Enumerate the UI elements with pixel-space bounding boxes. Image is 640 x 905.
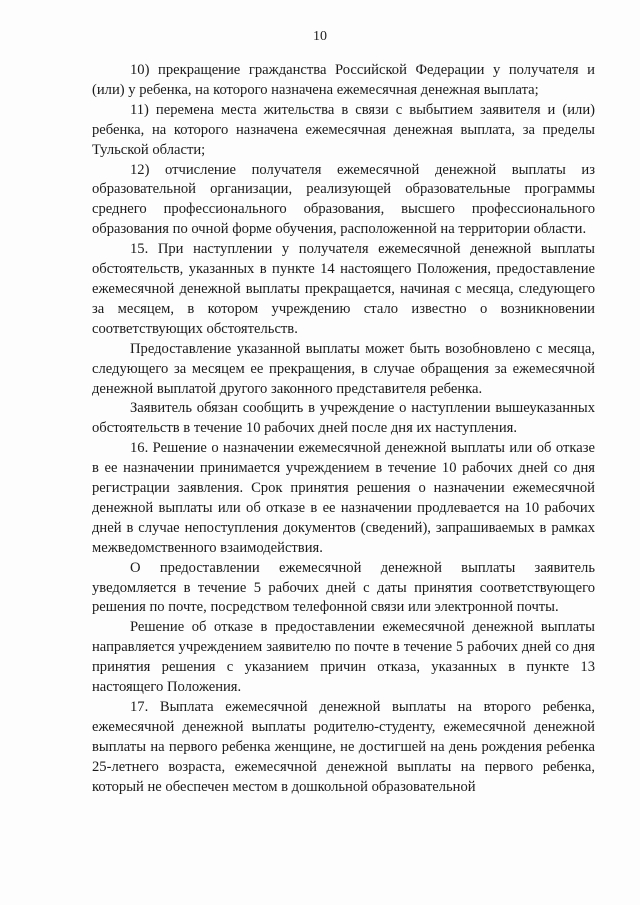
paragraph-section-15: 15. При наступлении у получателя ежемесячной денежной выплаты обстоятельств, указанных в пункте 14 настоящего Положения, предоставление ежемесячной денежной выплаты прекращается, начиная с месяца, следующего за месяцем, в котором учреждению стало известно о возникновении соответствующих обстоятельств.: [92, 241, 595, 337]
paragraph-applicant-duty: Заявитель обязан сообщить в учреждение о наступлении вышеуказанных обстоятельств в течение 10 рабочих дней после дня их наступления.: [92, 400, 595, 437]
paragraph-section-17: 17. Выплата ежемесячной денежной выплаты на второго ребенка, ежемесячной денежной выплаты родителю-студенту, ежемесячной денежной выплаты на первого ребенка женщине, не достигшей на день рождения ребенка 25-летнего возраста, ежемесячной денежной выплаты на первого ребенка, который не обеспечен местом в дошкольной образовательной: [92, 699, 595, 795]
paragraph-item-11: 11) перемена места жительства в связи с выбытием заявителя и (или) ребенка, на которого назначена ежемесячная денежная выплата, за пределы Тульской области;: [92, 101, 595, 158]
paragraph-notification: О предоставлении ежемесячной денежной выплаты заявитель уведомляется в течение 5 рабочих дней с даты принятия соответствующего решения по почте, посредством телефонной связи или электронной почты.: [92, 559, 595, 616]
paragraph-item-12: 12) отчисление получателя ежемесячной денежной выплаты из образовательной организации, реализующей образовательные программы среднего профессионального образования, высшего профессионального образования по очной форме обучения, расположенной на территории области.: [92, 161, 595, 238]
paragraph-resumption: Предоставление указанной выплаты может быть возобновлено с месяца, следующего за месяцем ее прекращения, в случае обращения за ежемесячной денежной выплатой другого законного представителя ребенка.: [92, 340, 595, 397]
paragraph-section-16: 16. Решение о назначении ежемесячной денежной выплаты или об отказе в ее назначении принимается учреждением в течение 10 рабочих дней со дня регистрации заявления. Срок принятия решения о назначении ежемесячной денежной выплаты или об отказе в ее назначении продлевается на 10 рабочих дней в случае непоступления документов (сведений), запрашиваемых в рамках межведомственного взаимодействия.: [92, 440, 595, 556]
page-number: 10: [313, 29, 327, 44]
paragraph-refusal: Решение об отказе в предоставлении ежемесячной денежной выплаты направляется учреждением заявителю по почте в течение 5 рабочих дней со дня принятия решения с указанием причин отказа, указанных в пункте 13 настоящего Положения.: [92, 619, 595, 696]
document-body: [92, 61, 595, 798]
paragraph-item-10: 10) прекращение гражданства Российской Федерации у получателя и (или) у ребенка, на которого назначена ежемесячная денежная выплата;: [92, 62, 595, 98]
